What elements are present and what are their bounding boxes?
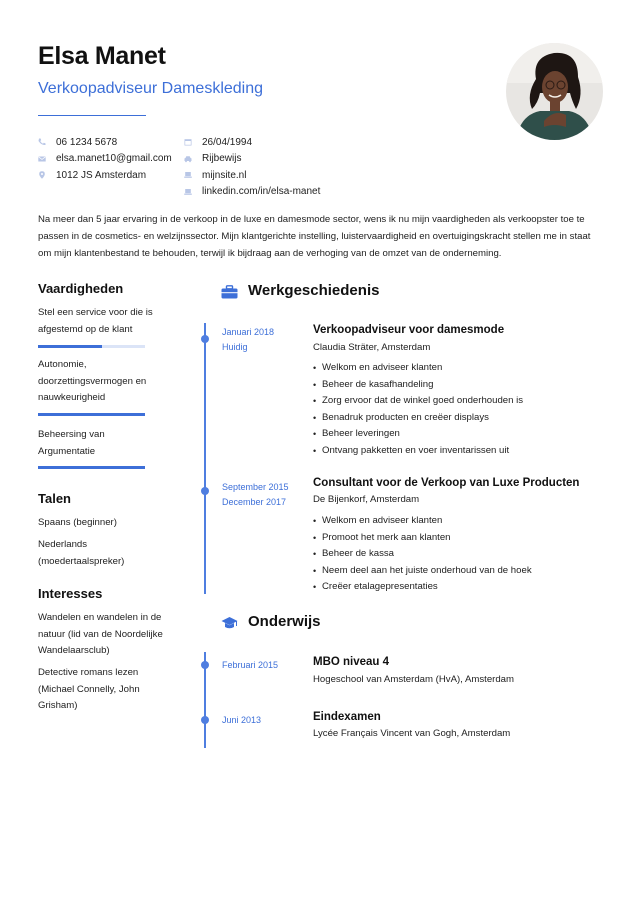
job-dates bbox=[222, 325, 274, 354]
laptop-icon bbox=[184, 188, 202, 196]
skill-item: Autonomie, doorzettingsvermogen en nauwkeurigheid bbox=[38, 359, 147, 403]
job-end-date: December 2017 bbox=[222, 496, 287, 507]
candidate-name: Elsa Manet bbox=[38, 42, 166, 70]
job-dates bbox=[222, 480, 289, 509]
location-text: 1012 JS Amsterdam bbox=[56, 169, 147, 181]
job-duty: • Ontvang pakketten en voer inventarissen uit bbox=[313, 443, 523, 460]
job-duties bbox=[313, 513, 532, 596]
education-school: Hogeschool van Amsterdam (HvA), Amsterdam bbox=[313, 674, 515, 685]
job-start-date: September 2015 bbox=[222, 482, 289, 492]
timeline-dot bbox=[201, 716, 209, 724]
laptop-icon bbox=[184, 171, 202, 179]
timeline-dot bbox=[201, 335, 209, 343]
job-duty: • Creëer etalagepresentaties bbox=[313, 579, 532, 596]
phone-icon bbox=[38, 138, 56, 146]
education-title: MBO niveau 4 bbox=[313, 656, 390, 668]
education-heading: Onderwijs bbox=[248, 613, 321, 630]
work-history-heading: Werkgeschiedenis bbox=[248, 282, 380, 299]
job-duties bbox=[313, 360, 523, 459]
job-duty: • Beheer de kasafhandeling bbox=[313, 377, 523, 394]
title-divider bbox=[38, 115, 146, 116]
interests-heading: Interesses bbox=[38, 586, 103, 601]
skill-item: Beheersing van Argumentatie bbox=[38, 429, 105, 457]
education-school: Lycée Français Vincent van Gogh, Amsterdam bbox=[313, 728, 511, 739]
birthdate-row bbox=[184, 134, 320, 151]
job-start-date: Januari 2018 bbox=[222, 327, 275, 337]
timeline-dot bbox=[201, 487, 209, 495]
job-duty: • Welkom en adviseer klanten bbox=[313, 360, 523, 377]
linkedin-row[interactable] bbox=[184, 184, 320, 201]
profile-summary: Na meer dan 5 jaar ervaring in de verkoop in de luxe en damesmode sector, wens ik nu mijn vaardigheden als verkoopster toe te passen in de cosmetics- en welzijnssector. Mijn klantgerichte instelling, luistervaardigheid en overtuigingskracht stellen me in staat om mijn klantenbestand te behouden, terwijl ik bijdraag aan de verhoging van de omzet van de onderneming. bbox=[38, 214, 591, 259]
email-text: elsa.manet10@gmail.com bbox=[56, 153, 172, 165]
contact-left bbox=[38, 134, 172, 184]
job-duty: • Beheer leveringen bbox=[313, 426, 523, 443]
location-row bbox=[38, 167, 172, 184]
license-text: Rijbewijs bbox=[202, 153, 242, 165]
calendar-icon bbox=[184, 138, 202, 146]
education-date: Juni 2013 bbox=[222, 715, 262, 725]
job-duty: • Zorg ervoor dat de winkel goed onderhouden is bbox=[313, 393, 523, 410]
job-duty: • Welkom en adviseer klanten bbox=[313, 513, 532, 530]
skill-level-bar bbox=[38, 466, 145, 469]
job-title: Verkoopadviseur Dameskleding bbox=[38, 80, 264, 97]
skill-level-fill bbox=[38, 345, 102, 348]
skills-heading: Vaardigheden bbox=[38, 281, 124, 296]
skill-level-bar bbox=[38, 413, 145, 416]
profile-photo bbox=[506, 43, 603, 140]
location-icon bbox=[38, 171, 56, 179]
job-duty: • Promoot het merk aan klanten bbox=[313, 530, 532, 547]
phone-text: 06 1234 5678 bbox=[56, 136, 118, 148]
job-title: Verkoopadviseur voor damesmode bbox=[313, 324, 505, 336]
skill-level-bar bbox=[38, 345, 145, 348]
interest-item: Detective romans lezen (Michael Connelly, John Grisham) bbox=[38, 667, 140, 711]
languages-heading: Talen bbox=[38, 491, 71, 506]
timeline-dot bbox=[201, 661, 209, 669]
job-duty: • Beheer de kassa bbox=[313, 546, 532, 563]
interest-item: Wandelen en wandelen in de natuur (lid van de Noordelijke Wandelaarsclub) bbox=[38, 612, 163, 656]
birthdate-text: 26/04/1994 bbox=[202, 136, 253, 148]
license-row bbox=[184, 151, 320, 168]
briefcase-icon bbox=[221, 285, 238, 299]
car-icon bbox=[184, 155, 202, 163]
linkedin-link[interactable]: linkedin.com/in/elsa-manet bbox=[202, 186, 321, 198]
job-company: Claudia Sträter, Amsterdam bbox=[313, 342, 431, 353]
job-title: Consultant voor de Verkoop van Luxe Producten bbox=[313, 477, 580, 489]
contact-right bbox=[184, 134, 320, 200]
job-duty: • Neem deel aan het juiste onderhoud van de hoek bbox=[313, 563, 532, 580]
phone-row bbox=[38, 134, 172, 151]
website-link[interactable]: mijnsite.nl bbox=[202, 169, 247, 181]
skill-level-fill bbox=[38, 466, 145, 469]
email-icon bbox=[38, 155, 56, 163]
skill-level-fill bbox=[38, 413, 145, 416]
email-row bbox=[38, 151, 172, 168]
skill-item: Stel een service voor die is afgestemd op de klant bbox=[38, 307, 153, 335]
job-end-date: Huidig bbox=[222, 341, 248, 352]
graduation-cap-icon bbox=[221, 616, 238, 630]
education-date: Februari 2015 bbox=[222, 660, 279, 670]
language-item: Nederlands (moedertaalspreker) bbox=[38, 539, 125, 567]
job-company: De Bijenkorf, Amsterdam bbox=[313, 494, 420, 505]
website-row[interactable] bbox=[184, 167, 320, 184]
work-timeline bbox=[204, 323, 206, 594]
education-title: Eindexamen bbox=[313, 711, 381, 723]
language-item: Spaans (beginner) bbox=[38, 517, 117, 528]
job-duty: • Benadruk producten en creëer displays bbox=[313, 410, 523, 427]
